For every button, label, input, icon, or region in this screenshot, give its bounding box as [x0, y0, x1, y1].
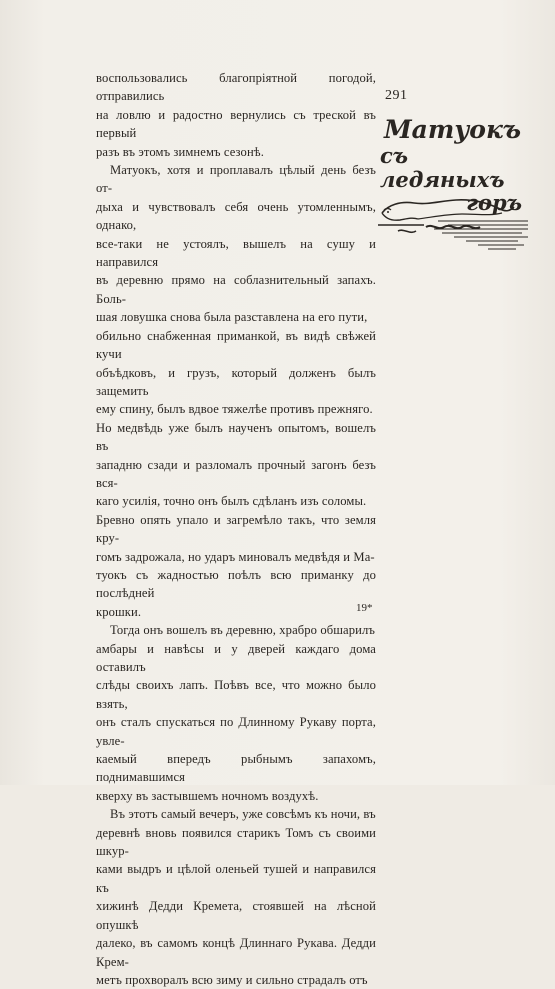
- text-line: разъ въ этомъ зимнемъ сезонѣ.: [96, 144, 264, 159]
- paragraph-2: [96, 161, 376, 621]
- text-line: гомъ задрожала, но ударъ миновалъ медвѣдя и Ма-: [96, 549, 375, 564]
- text-line: Матуокъ, хотя и проплавалъ цѣлый день безъ от-: [96, 163, 376, 196]
- text-line: каемый впередъ рыбнымъ запахомъ, поднимавшимся: [96, 752, 376, 785]
- text-line: туокъ съ жадностью поѣлъ всю приманку до послѣдней: [96, 567, 376, 601]
- text-line: каго усилія, точно онъ былъ сдѣланъ изъ соломы.: [96, 494, 367, 509]
- sidebar-title-line: съ ледяныхъ: [380, 143, 505, 192]
- text-line: далеко, въ самомъ концѣ Длиннаго Рукава. Дедди Крем-: [96, 936, 376, 969]
- text-line: слѣды своихъ лапъ. Поѣвъ все, что можно было взять,: [96, 678, 376, 711]
- text-line: дыха и чувствовалъ себя очень утомленнымъ, однако,: [96, 199, 376, 233]
- body-text: [96, 69, 376, 989]
- text-line: крошки.: [96, 604, 142, 619]
- paragraph-3: [96, 621, 376, 805]
- text-line: амбары и навѣсы и у дверей каждаго дома оставилъ: [96, 641, 376, 674]
- text-line: ками выдръ и цѣлой оленьей тушей и направился къ: [96, 862, 376, 895]
- text-line: Въ этотъ самый вечеръ, уже совсѣмъ къ ночи, въ: [110, 807, 376, 822]
- printer-signature-mark: 19*: [356, 602, 373, 614]
- text-line: въ деревню прямо на соблазнительный запахъ. Боль-: [96, 273, 376, 306]
- text-line: метъ прохворалъ всю зиму и сильно страдалъ отъ: [96, 972, 368, 987]
- text-line: хижинѣ Дедди Кремета, стоявшей на лѣсной опушкѣ: [96, 899, 376, 932]
- paragraph-4: [96, 805, 376, 989]
- text-line: Бревно опять упало и загремѣло такъ, что земля кру-: [96, 512, 376, 546]
- text-line: западню сзади и разломалъ прочный загонъ безъ вся-: [96, 457, 376, 490]
- sidebar-title-line: Матуокъ: [384, 115, 522, 144]
- text-line: кверху въ застывшемъ ночномъ воздухѣ.: [96, 788, 319, 803]
- text-line: шая ловушка снова была разставлена на его пути,: [96, 310, 368, 325]
- text-line: воспользовались благопріятной погодой, отправились: [96, 71, 376, 104]
- text-line: на ловлю и радостно вернулись съ треской въ первый: [96, 107, 376, 141]
- text-line: объѣдковъ, и грузъ, который долженъ былъ защемить: [96, 365, 376, 398]
- text-line: все-таки не устоялъ, вышелъ на сушу и направился: [96, 236, 376, 270]
- text-line: ему спину, былъ вдвое тяжелѣе противъ прежняго.: [96, 402, 373, 417]
- text-line: обильно снабженная приманкой, въ видѣ свѣжей кучи: [96, 328, 376, 362]
- polar-bear-swimming-vignette: [378, 183, 528, 255]
- sidebar-title-line: горъ: [466, 190, 522, 215]
- text-line: Тогда онъ вошелъ въ деревню, храбро обшарилъ: [110, 623, 375, 638]
- paragraph-1: [96, 69, 376, 161]
- page-number: 291: [385, 88, 408, 103]
- text-line: деревнѣ вновь появился старикъ Томъ съ своими шкур-: [96, 825, 376, 859]
- text-line: Но медвѣдь уже былъ наученъ опытомъ, вошелъ въ: [96, 420, 376, 454]
- text-line: онъ сталъ спускаться по Длинному Рукаву порта, увле-: [96, 715, 376, 748]
